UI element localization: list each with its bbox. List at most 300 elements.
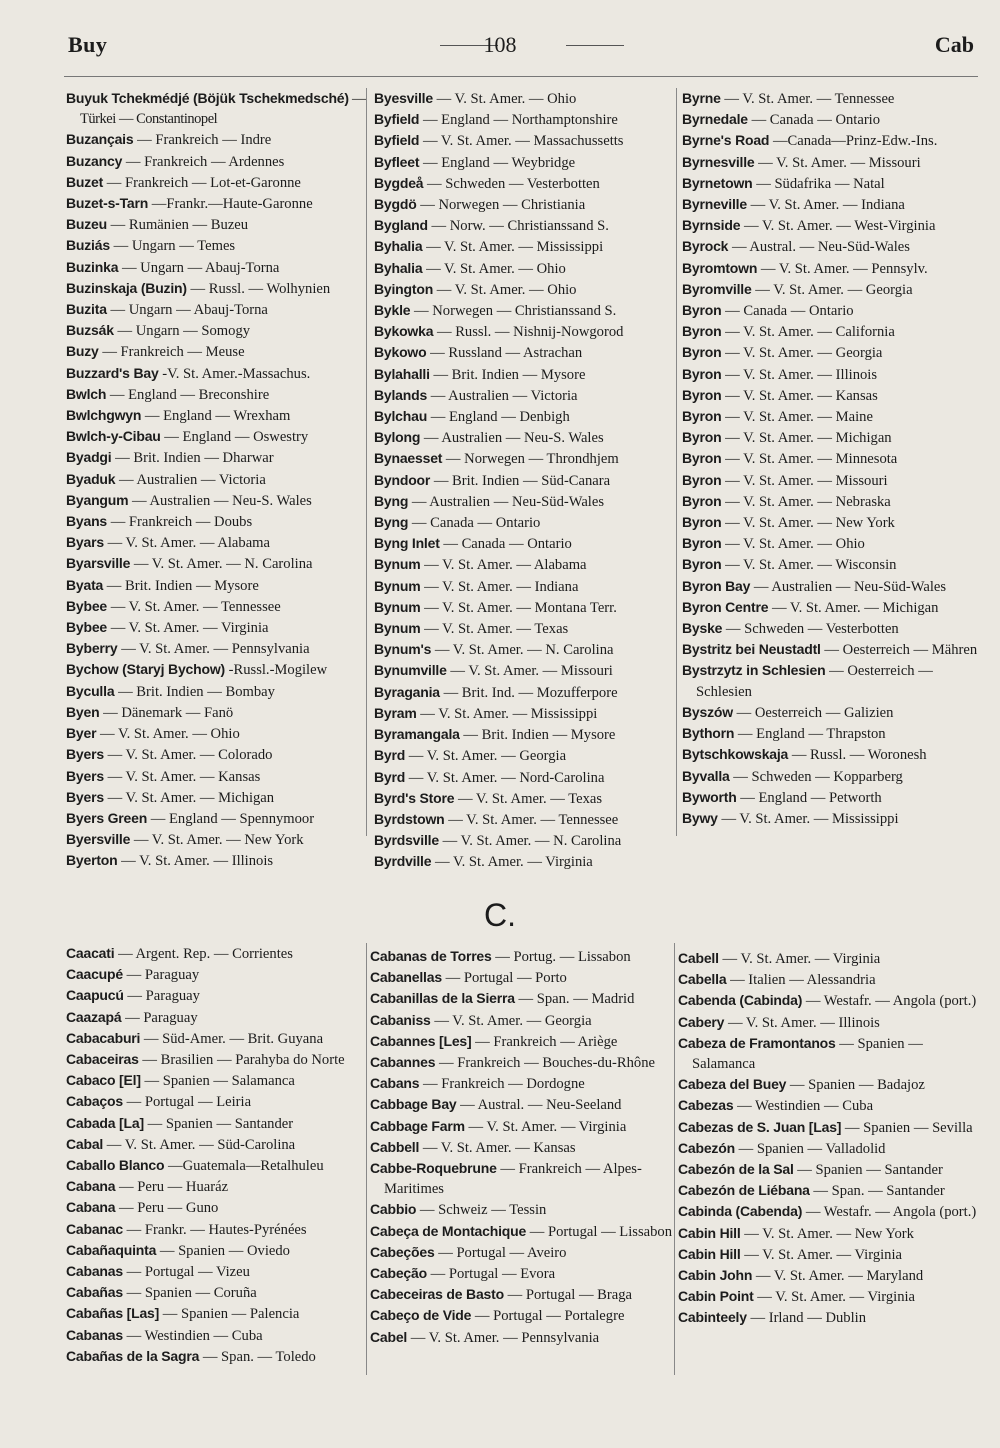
gazetteer-entry <box>66 1155 364 1176</box>
entry-description: — V. St. Amer. — Massachussetts <box>422 133 624 150</box>
top-column-3 <box>682 88 978 829</box>
entry-name: Byske <box>682 620 723 637</box>
gazetteer-entry <box>678 1033 978 1074</box>
gazetteer-entry <box>66 1261 364 1282</box>
entry-description: — Portugal — Aveiro <box>438 1244 567 1261</box>
gazetteer-entry <box>682 385 978 406</box>
entry-description: — V. St. Amer. — Wisconsin <box>725 557 897 574</box>
gazetteer-entry <box>682 427 978 448</box>
entry-name: Byrdville <box>374 853 432 870</box>
gazetteer-entry <box>682 618 978 639</box>
gazetteer-entry <box>370 1031 674 1052</box>
gazetteer-entry <box>66 964 364 985</box>
entry-name: Byng Inlet <box>374 535 440 552</box>
entry-name: Cabacaburi <box>66 1029 141 1046</box>
gazetteer-entry <box>66 257 364 278</box>
gazetteer-entry <box>66 1134 364 1155</box>
entry-name: Cabanillas de la Sierra <box>370 990 515 1007</box>
entry-name: Buzançais <box>66 131 134 148</box>
gazetteer-entry <box>370 967 674 988</box>
top-column-2 <box>374 88 676 873</box>
entry-name: Bywy <box>682 809 718 826</box>
entry-description: — Ungarn — Abauj-Torna <box>110 302 268 319</box>
entry-name: Byrdsville <box>374 832 439 849</box>
entry-description: — Westindien — Cuba <box>126 1327 263 1344</box>
entry-name: Caazapá <box>66 1008 122 1025</box>
entry-description: — V. St. Amer. — Texas <box>457 790 603 807</box>
entry-name: Byron <box>682 492 722 509</box>
entry-name: Buzeu <box>66 216 108 233</box>
entry-description: — V. St. Amer. — Pennsylv. <box>760 260 928 277</box>
gazetteer-entry <box>682 597 978 618</box>
entry-name: Byrnetown <box>682 174 753 191</box>
entry-name: Byans <box>66 513 108 530</box>
entry-name: Cabinda (Cabenda) <box>678 1203 803 1220</box>
entry-description: — Frankr. — Hautes-Pyrénées <box>126 1221 307 1238</box>
page-header <box>0 30 1000 64</box>
entry-name: Byng <box>374 492 409 509</box>
gazetteer-entry <box>66 808 364 829</box>
header-rule-right <box>566 45 624 46</box>
gazetteer-entry <box>374 300 676 321</box>
gazetteer-entry <box>66 943 364 964</box>
entry-name: Buzinka <box>66 258 119 275</box>
entry-name: Cabery <box>678 1013 725 1030</box>
gazetteer-entry <box>682 130 978 151</box>
entry-name: Cabana <box>66 1199 116 1216</box>
entry-description: — Oesterreich — Galizien <box>736 704 894 721</box>
bottom-column-2 <box>370 946 674 1348</box>
entry-description: — Portug. — Lissabon <box>495 949 631 965</box>
entry-description: — V. St. Amer. — Virginia <box>757 1289 916 1306</box>
gazetteer-entry <box>66 1091 364 1112</box>
entry-name: Cabaco [El] <box>66 1072 141 1089</box>
gazetteer-entry <box>370 1327 674 1348</box>
gazetteer-entry <box>66 1113 364 1134</box>
entry-name: Buzinskaja (Buzin) <box>66 279 187 296</box>
entry-name: Byrneville <box>682 196 747 213</box>
gazetteer-entry <box>374 660 676 681</box>
gazetteer-entry <box>374 427 676 448</box>
entry-description: — Frankreich — Bouches-du-Rhône <box>438 1055 655 1072</box>
gazetteer-entry <box>66 1197 364 1218</box>
gazetteer-entry <box>66 426 364 447</box>
column-divider <box>366 943 367 1375</box>
gazetteer-entry <box>66 1049 364 1070</box>
entry-description: — Frankreich — Ardennes <box>125 153 285 170</box>
gazetteer-entry <box>682 258 978 279</box>
entry-name: Cabañas <box>66 1284 123 1301</box>
entry-name: Bynum <box>374 620 421 637</box>
gazetteer-entry <box>66 575 364 596</box>
gazetteer-entry <box>374 788 676 809</box>
entry-name: Bystritz bei Neustadtl <box>682 641 821 658</box>
entry-name: Bykle <box>374 302 411 319</box>
gazetteer-entry <box>678 1159 978 1180</box>
gazetteer-entry <box>678 1117 978 1138</box>
entry-description: — V. St. Amer. — California <box>725 324 895 341</box>
entry-description: — V. St. Amer. — Michigan <box>725 430 892 447</box>
gazetteer-entry <box>678 1265 978 1286</box>
entry-description: — V. St. Amer. — Michigan <box>771 599 939 616</box>
entry-name: Bwlch-y-Cibau <box>66 428 161 445</box>
gazetteer-entry <box>374 173 676 194</box>
gazetteer-entry <box>682 448 978 469</box>
entry-name: Byron <box>682 302 722 319</box>
entry-name: Buzet-s-Tarn <box>66 195 149 212</box>
gazetteer-entry <box>374 745 676 766</box>
entry-description: — V. St. Amer. — Ohio <box>725 536 865 553</box>
gazetteer-entry <box>370 1305 674 1326</box>
entry-description: — Paraguay <box>125 1009 198 1026</box>
entry-name: Byington <box>374 280 434 297</box>
entry-description: — V. St. Amer. — Pennsylvania <box>410 1329 600 1346</box>
entry-name: Buzy <box>66 343 99 360</box>
entry-description: — V. St. Amer. — N. Carolina <box>442 833 622 850</box>
gazetteer-entry <box>374 491 676 512</box>
gazetteer-entry <box>374 236 676 257</box>
entry-name: Cabañas de la Sagra <box>66 1347 200 1364</box>
gazetteer-entry <box>682 702 978 723</box>
gazetteer-entry <box>682 109 978 130</box>
entry-description: — V. St. Amer. — Indiana <box>750 197 905 214</box>
entry-name: Bynum <box>374 556 421 573</box>
entry-description: — V. St. Amer. — Tennessee <box>110 598 281 615</box>
entry-name: Byrd's Store <box>374 789 455 806</box>
entry-name: Byhalia <box>374 238 423 255</box>
column-divider <box>674 943 675 1375</box>
entry-description: — England — Petworth <box>740 789 882 806</box>
gazetteer-entry <box>66 447 364 468</box>
entry-description: — Rumänien — Buzeu <box>110 217 249 234</box>
gazetteer-entry <box>682 723 978 744</box>
gazetteer-entry <box>374 809 676 830</box>
gazetteer-entry <box>66 129 364 150</box>
entry-name: Bybee <box>66 597 108 614</box>
entry-description: — Russl. — Nishnij-Nowgorod <box>436 324 624 341</box>
entry-description: — Brit. Indien — Bombay <box>118 683 275 700</box>
entry-name: Byerton <box>66 852 118 869</box>
entry-name: Bygdeå <box>374 174 424 191</box>
gazetteer-entry <box>682 173 978 194</box>
gazetteer-entry <box>66 214 364 235</box>
gazetteer-entry <box>66 341 364 362</box>
gazetteer-entry <box>66 172 364 193</box>
entry-description: — Portugal — Leiria <box>126 1094 252 1111</box>
entry-description: — Westindien — Cuba <box>737 1098 874 1115</box>
entry-name: Byrnedale <box>682 111 748 128</box>
entry-description: — Australien — Victoria <box>430 387 578 404</box>
gazetteer-entry <box>374 724 676 745</box>
gazetteer-entry <box>682 279 978 300</box>
entry-name: Byadgi <box>66 449 112 466</box>
bottom-column-3 <box>678 948 978 1329</box>
gazetteer-entry <box>374 385 676 406</box>
entry-name: Buzzard's Bay <box>66 364 159 381</box>
entry-description: — Portugal — Vizeu <box>126 1264 250 1281</box>
entry-description: — Portugal — Porto <box>445 970 567 987</box>
entry-description: — Portugal — Portalegre <box>474 1308 625 1325</box>
entry-description: — Russl. — Woronesh <box>791 747 927 764</box>
entry-description: — Ungarn — Somogy <box>117 323 251 340</box>
entry-name: Buzsák <box>66 322 114 339</box>
entry-description: — Norwegen — Christianssand S. <box>414 303 617 320</box>
entry-description: — Canada — Ontario <box>411 515 541 532</box>
entry-description: — Brit. Indien — Dharwar <box>115 450 274 467</box>
entry-description: — Dänemark — Fanö <box>103 704 234 721</box>
entry-name: Buzita <box>66 301 107 318</box>
entry-description: — Peru — Guno <box>119 1200 219 1217</box>
entry-name: Cabel <box>370 1328 408 1345</box>
entry-name: Cabannes [Les] <box>370 1032 472 1049</box>
gazetteer-entry <box>374 406 676 427</box>
header-divider <box>64 76 978 77</box>
entry-description: — V. St. Amer. — N. Carolina <box>133 556 313 573</box>
entry-name: Cabezón <box>678 1139 735 1156</box>
entry-description: — V. St. Amer. — Virginia <box>468 1118 627 1135</box>
entry-name: Bythorn <box>682 725 735 742</box>
entry-description: — V. St. Amer. — Alabama <box>424 557 587 574</box>
gazetteer-entry <box>66 702 364 723</box>
entry-description: — Italien — Alessandria <box>730 972 876 989</box>
gazetteer-entry <box>682 533 978 554</box>
entry-description: — England — Spennymoor <box>150 810 315 827</box>
gazetteer-entry <box>66 681 364 702</box>
gazetteer-entry <box>66 985 364 1006</box>
entry-description: — Norwegen — Christiania <box>420 197 586 214</box>
entry-name: Bykowka <box>374 323 434 340</box>
entry-description: — V. St. Amer. — Pennsylvania <box>121 641 310 658</box>
entry-name: Cabezón de la Sal <box>678 1161 794 1178</box>
gazetteer-entry <box>66 659 364 680</box>
entry-name: Byram <box>374 704 417 721</box>
gazetteer-entry <box>66 405 364 426</box>
entry-name: Cabezas de S. Juan [Las] <box>678 1118 842 1135</box>
gazetteer-entry <box>66 235 364 256</box>
entry-description: — V. St. Amer. — Kansas <box>107 768 261 785</box>
gazetteer-entry <box>374 448 676 469</box>
gazetteer-entry <box>374 109 676 130</box>
top-column-1 <box>66 88 367 872</box>
entry-description: — V. St. Amer. — Indiana <box>424 578 579 595</box>
gazetteer-entry <box>66 1219 364 1240</box>
entry-name: Byron <box>682 365 722 382</box>
entry-description: — England — Breconshire <box>109 386 270 403</box>
gazetteer-entry <box>682 554 978 575</box>
entry-name: Cabans <box>370 1075 420 1092</box>
entry-description: — Span. — Madrid <box>518 991 635 1008</box>
entry-name: Cabbio <box>370 1201 417 1218</box>
entry-name: Caballo Blanco <box>66 1157 165 1174</box>
entry-description: — Schweden — Kopparberg <box>733 768 903 785</box>
entry-name: Byvalla <box>682 767 730 784</box>
gazetteer-entry <box>678 1244 978 1265</box>
gazetteer-entry <box>66 469 364 490</box>
entry-description: — V. St. Amer. — Georgia <box>434 1012 592 1029</box>
entry-name: Byron <box>682 386 722 403</box>
gazetteer-entry <box>682 194 978 215</box>
gazetteer-entry <box>66 829 364 850</box>
gazetteer-entry <box>678 1138 978 1159</box>
gazetteer-entry <box>66 1176 364 1197</box>
entry-description: — Australien — Neu-S. Wales <box>423 430 604 447</box>
entry-description: — V. St. Amer. — Maryland <box>755 1268 924 1285</box>
entry-name: Bwlchgwyn <box>66 407 142 424</box>
entry-name: Bynum <box>374 577 421 594</box>
gazetteer-entry <box>682 406 978 427</box>
gazetteer-entry <box>374 88 676 109</box>
entry-name: Cabaceiras <box>66 1051 139 1068</box>
page-number: 108 <box>483 32 517 57</box>
entry-name: Cabeceiras de Basto <box>370 1286 504 1303</box>
entry-name: Byndoor <box>374 471 431 488</box>
entry-name: Byers <box>66 767 104 784</box>
entry-description: — V. St. Amer. — Illinois <box>727 1014 880 1031</box>
gazetteer-entry <box>682 766 978 787</box>
entry-description: — V. St. Amer. — Virginia <box>722 951 881 967</box>
entry-description: — V. St. Amer. — Missouri <box>758 154 921 171</box>
entry-description: — Russl. — Wolhynien <box>190 280 331 297</box>
gazetteer-entry <box>370 1158 674 1199</box>
entry-name: Cabanac <box>66 1220 123 1237</box>
entry-name: Cabañaquinta <box>66 1241 157 1258</box>
entry-description: — V. St. Amer. — Ohio <box>426 260 566 277</box>
entry-description: — Südafrika — Natal <box>756 175 885 192</box>
entry-description: — Frankreich — Doubs <box>110 514 253 531</box>
gazetteer-entry <box>374 512 676 533</box>
entry-name: Cabin John <box>678 1267 753 1284</box>
entry-description: — V. St. Amer. — Minnesota <box>725 451 898 468</box>
gazetteer-entry <box>682 491 978 512</box>
gazetteer-entry <box>678 990 978 1011</box>
entry-description: — England — Weybridge <box>422 154 576 171</box>
entry-name: Caapucú <box>66 987 124 1004</box>
entry-name: Byron <box>682 344 722 361</box>
entry-description: — England — Denbigh <box>430 409 570 426</box>
entry-description: — V. St. Amer. — New York <box>133 832 304 849</box>
gazetteer-entry <box>374 215 676 236</box>
entry-description: — Norw. — Christianssand S. <box>431 218 609 235</box>
entry-name: Byers <box>66 746 104 763</box>
entry-name: Cabeça de Montachique <box>370 1222 527 1239</box>
entry-name: Bynumville <box>374 662 447 679</box>
entry-name: Byron <box>682 535 722 552</box>
entry-description: — Süd-Amer. — Brit. Guyana <box>143 1030 324 1047</box>
entry-name: Cabanas de Torres <box>370 948 492 964</box>
gazetteer-entry <box>370 1137 674 1158</box>
entry-name: Byron Bay <box>682 577 751 594</box>
gazetteer-entry <box>66 596 364 617</box>
gazetteer-entry <box>682 808 978 829</box>
entry-description: — Russland — Astrachan <box>430 345 583 362</box>
entry-name: Cabannes <box>370 1054 436 1071</box>
entry-name: Cabaços <box>66 1093 123 1110</box>
gazetteer-entry <box>66 384 364 405</box>
gazetteer-entry <box>682 321 978 342</box>
gazetteer-entry <box>66 1303 364 1324</box>
entry-name: Byrdstown <box>374 810 445 827</box>
entry-name: Bylchau <box>374 408 428 425</box>
entry-name: Byron <box>682 556 722 573</box>
entry-name: Cabeção <box>370 1265 427 1282</box>
gazetteer-entry <box>66 1070 364 1091</box>
gazetteer-entry <box>370 1116 674 1137</box>
gazetteer-entry <box>682 639 978 660</box>
gazetteer-entry <box>66 617 364 638</box>
gazetteer-entry <box>374 554 676 575</box>
entry-name: Bynum's <box>374 641 432 658</box>
gazetteer-entry <box>66 193 364 214</box>
entry-description: — V. St. Amer. — Kansas <box>725 387 878 404</box>
gazetteer-entry <box>682 576 978 597</box>
entry-name: Cabanellas <box>370 969 442 986</box>
entry-description: — Brasilien — Parahyba do Norte <box>142 1052 345 1069</box>
gazetteer-entry <box>678 1223 978 1244</box>
entry-name: Byron <box>682 450 722 467</box>
entry-description: — England — Thrapston <box>737 726 886 743</box>
entry-name: Byfield <box>374 132 420 149</box>
entry-name: Byworth <box>682 788 737 805</box>
gazetteer-entry <box>682 215 978 236</box>
gazetteer-entry <box>682 470 978 491</box>
entry-name: Cabell <box>678 950 719 966</box>
section-letter: C. <box>484 897 516 933</box>
entry-name: Cabeza de Framontanos <box>678 1034 836 1051</box>
entry-description: — V. St. Amer. — Georgia <box>408 748 567 765</box>
entry-name: Bybee <box>66 619 108 636</box>
entry-name: Byer <box>66 725 97 742</box>
entry-description: — Brit. Ind. — Mozufferpore <box>443 684 618 701</box>
entry-name: Byrnside <box>682 217 741 234</box>
column-divider <box>676 88 677 836</box>
gazetteer-entry <box>370 1094 674 1115</box>
entry-name: Byars <box>66 534 104 551</box>
entry-description: — Australien — Victoria <box>119 471 266 488</box>
entry-description: — Spanien — Santander <box>797 1162 943 1179</box>
gazetteer-entry <box>66 299 364 320</box>
entry-description: — V. St. Amer. — Illinois <box>725 366 878 383</box>
entry-description: —Guatemala—Retalhuleu <box>168 1158 324 1175</box>
gazetteer-entry <box>66 320 364 341</box>
entry-description: — Norwegen — Throndhjem <box>445 451 619 468</box>
entry-description: — V. St. Amer. — Missouri <box>450 663 613 680</box>
entry-description: — Span. — Toledo <box>202 1348 316 1365</box>
entry-description: — Schweden — Vesterbotten <box>725 621 899 638</box>
entry-name: Byrock <box>682 238 729 255</box>
entry-name: Byaduk <box>66 470 116 487</box>
entry-name: Bygdö <box>374 196 417 213</box>
gazetteer-entry <box>678 1095 978 1116</box>
entry-description: — V. St. Amer. — Nebraska <box>725 493 891 510</box>
gazetteer-entry <box>66 850 364 871</box>
gazetteer-entry <box>374 321 676 342</box>
gazetteer-entry <box>370 1263 674 1284</box>
entry-description: — Australien — Neu-Süd-Wales <box>411 493 605 510</box>
entry-description: — V. St. Amer. — Maine <box>725 409 873 426</box>
gazetteer-entry <box>370 1284 674 1305</box>
gazetteer-entry <box>374 279 676 300</box>
gazetteer-entry <box>374 618 676 639</box>
entry-name: Byron Centre <box>682 598 769 615</box>
gazetteer-entry <box>66 151 364 172</box>
entry-name: Cabeções <box>370 1243 435 1260</box>
entry-description: — Spanien — Palencia <box>162 1306 300 1323</box>
entry-description: — Frankreich — Indre <box>137 132 272 149</box>
entry-description: — Westafr. — Angola (port.) <box>805 993 977 1010</box>
entry-name: Bychow (Staryj Bychow) <box>66 661 225 678</box>
entry-name: Byarsville <box>66 555 131 572</box>
header-right-guide-word: Cab <box>934 32 974 57</box>
